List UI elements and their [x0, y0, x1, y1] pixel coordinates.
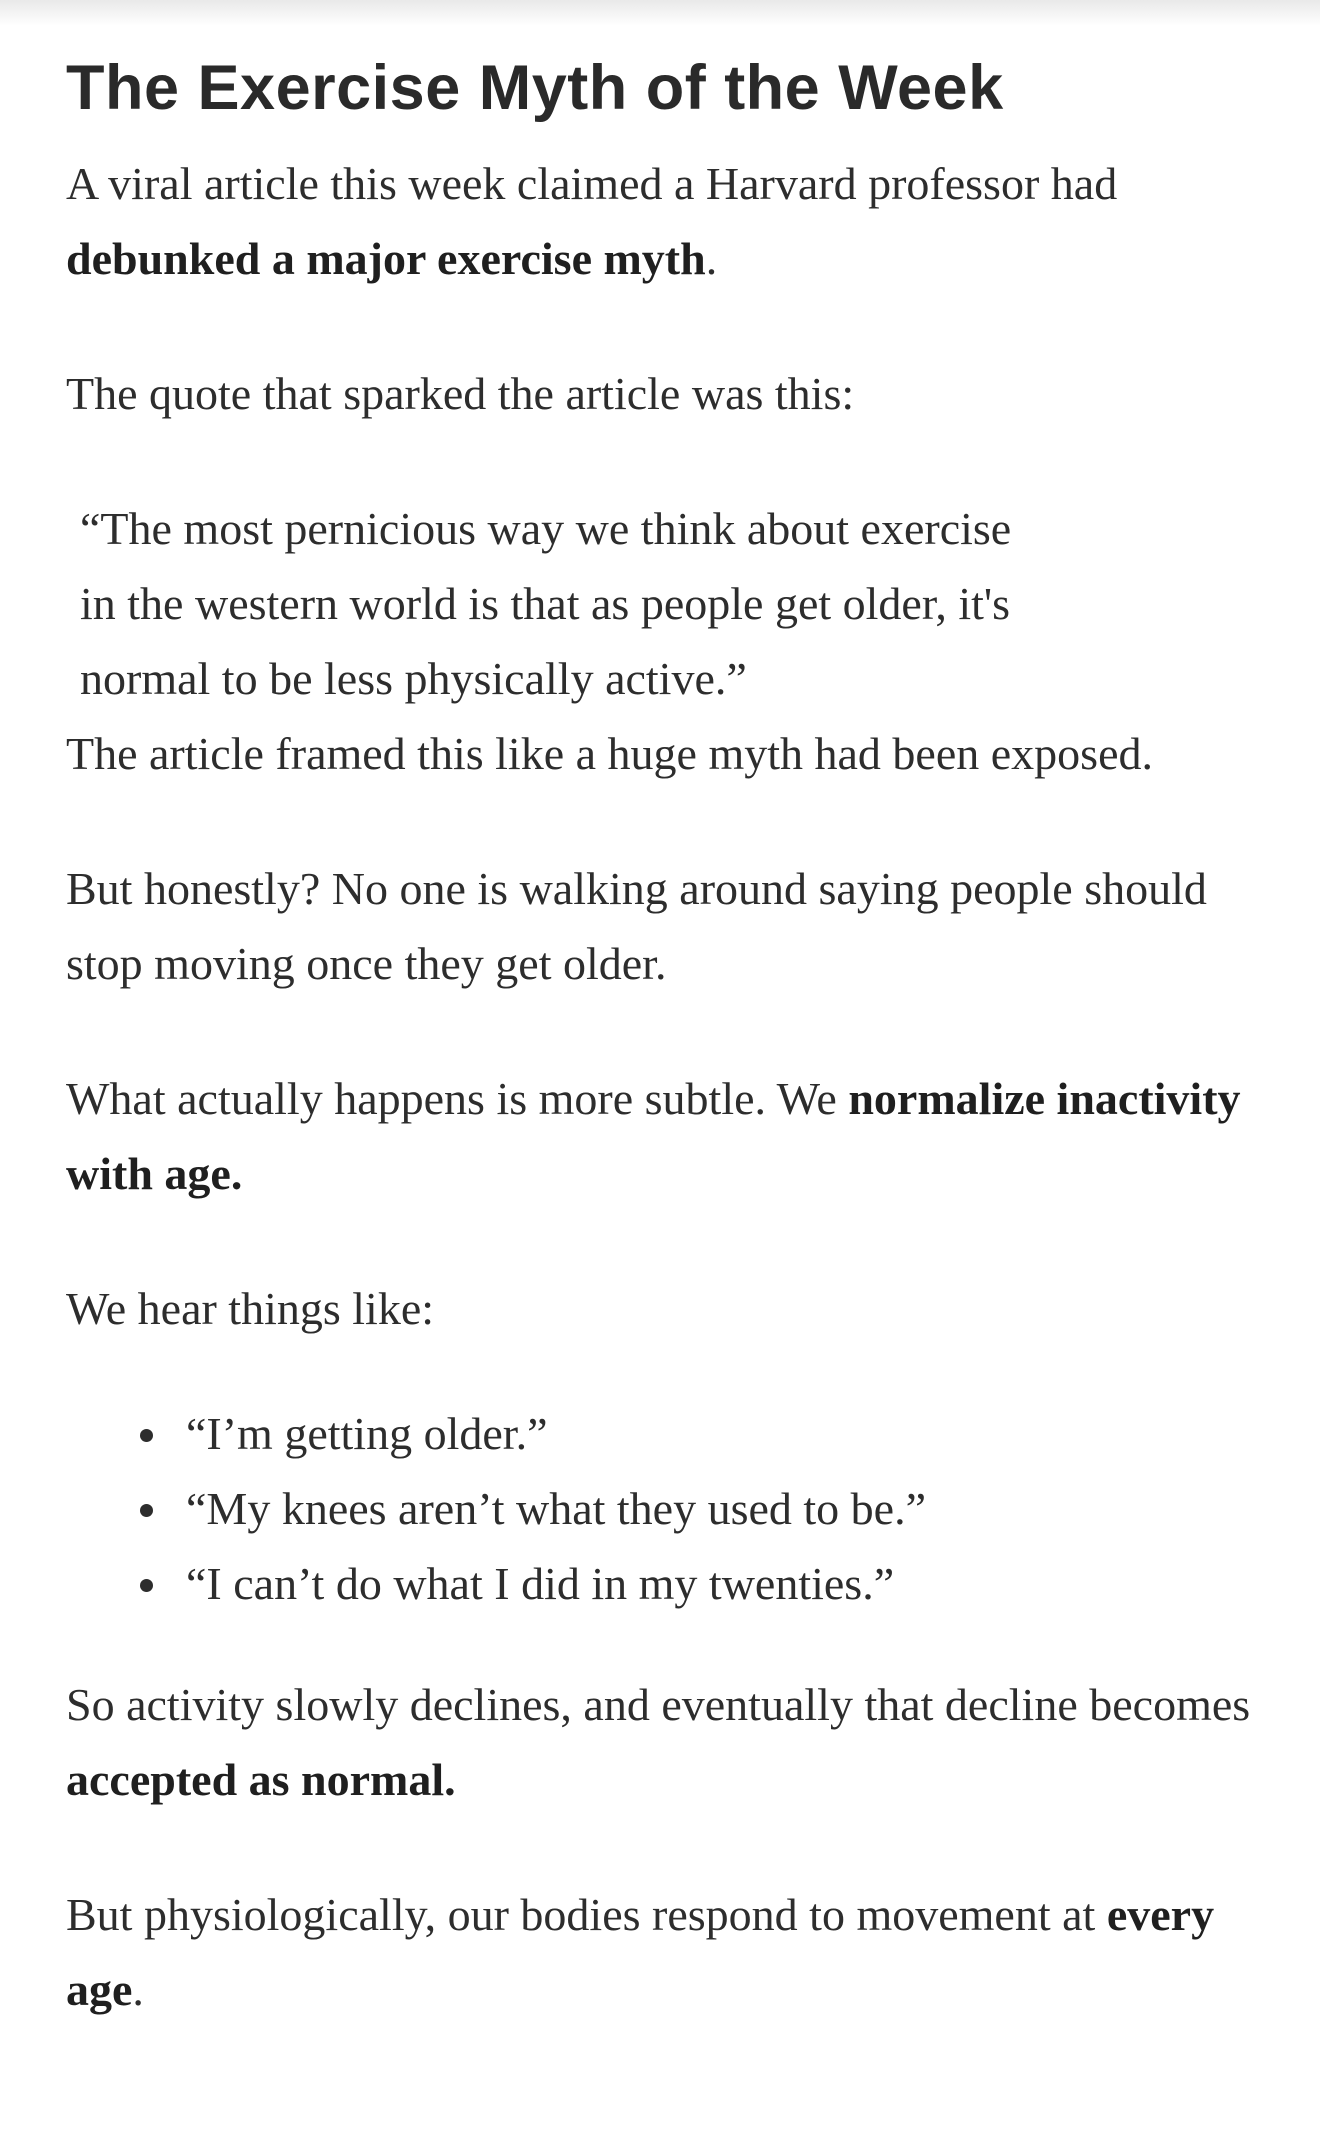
- paragraph-honestly: But honestly? No one is walking around saying people should stop moving once they get older.: [66, 863, 1207, 989]
- subtle-text: What actually happens is more subtle. We: [66, 1073, 849, 1124]
- bullet-icon: [140, 1429, 153, 1442]
- physiology-bold-text: every age: [66, 1889, 1215, 2015]
- decline-text: So activity slowly declines, and eventually that decline becomes: [66, 1679, 1251, 1730]
- intro-period: .: [705, 233, 718, 284]
- article-body: [66, 48, 1266, 2087]
- decline-bold-text: accepted as normal.: [66, 1754, 456, 1805]
- bullet-icon: [140, 1579, 153, 1592]
- paragraph-decline: [66, 1667, 1266, 1817]
- list-item-text: “I can’t do what I did in my twenties.”: [186, 1558, 895, 1609]
- article-title: The Exercise Myth of the Week: [66, 53, 1004, 123]
- bullet-icon: [140, 1504, 153, 1517]
- physiology-text: But physiologically, our bodies respond to movement at: [66, 1889, 1107, 1940]
- paragraph-hear-things: We hear things like:: [66, 1283, 435, 1334]
- list-item: [140, 1471, 1266, 1546]
- physiology-period: .: [132, 1964, 144, 2015]
- paragraph-subtle: [66, 1061, 1266, 1211]
- subtle-bold-text: normalize inactivity with age.: [66, 1073, 1241, 1199]
- list-item-text: “My knees aren’t what they used to be.”: [186, 1483, 927, 1534]
- list-item-text: “I’m getting older.”: [186, 1408, 548, 1459]
- paragraph-physiology: [66, 1877, 1266, 2027]
- top-shadow: [0, 0, 1320, 26]
- block-quote: [66, 491, 1266, 716]
- quote-line-3: normal to be less physically active.”: [80, 653, 747, 704]
- quote-line-1: “The most pernicious way we think about exercise: [80, 503, 1012, 554]
- paragraph-intro: [66, 146, 1266, 296]
- list-item: [140, 1546, 1266, 1621]
- intro-bold-text: debunked a major exercise myth: [66, 233, 706, 284]
- quote-line-2: in the western world is that as people get older, it's: [80, 578, 1011, 629]
- list-item: [140, 1396, 1266, 1471]
- paragraph-quote-lead: The quote that sparked the article was this:: [66, 368, 855, 419]
- quotes-list: [66, 1396, 1266, 1621]
- paragraph-framing: The article framed this like a huge myth had been exposed.: [66, 728, 1153, 779]
- intro-text: A viral article this week claimed a Harvard professor had: [66, 158, 1118, 209]
